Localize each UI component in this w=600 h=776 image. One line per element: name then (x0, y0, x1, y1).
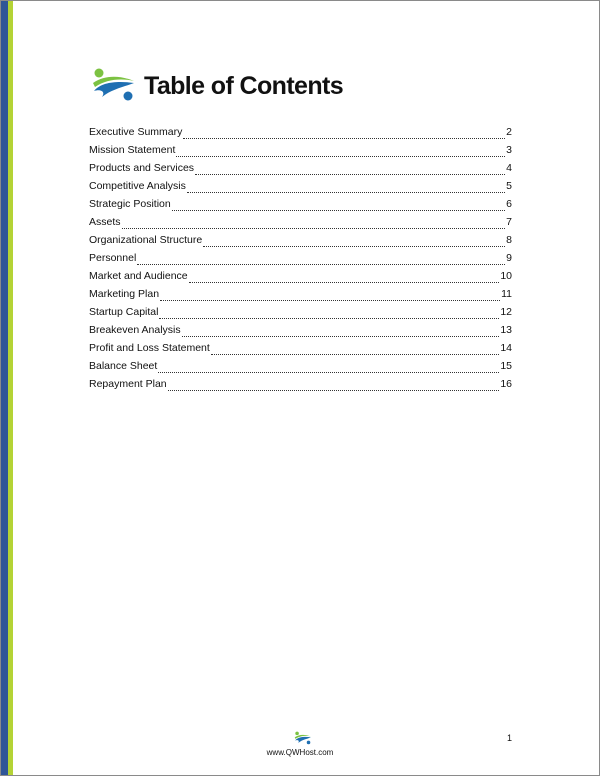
toc-entry-label: Startup Capital (89, 306, 159, 318)
toc-entry[interactable] (89, 306, 512, 324)
toc-entry-label: Balance Sheet (89, 360, 158, 372)
qwhost-logo-icon (90, 67, 138, 105)
toc-entry[interactable] (89, 360, 512, 378)
toc-entry[interactable] (89, 144, 512, 162)
page-title: Table of Contents (144, 71, 344, 100)
toc-entry[interactable] (89, 342, 512, 360)
toc-entry-label: Repayment Plan (89, 378, 167, 390)
toc-dot-leader (189, 281, 500, 283)
toc-entry-label: Market and Audience (89, 270, 188, 282)
toc-entry-label: Executive Summary (89, 126, 183, 138)
toc-entry-label: Products and Services (89, 162, 195, 174)
toc-entry-label: Profit and Loss Statement (89, 342, 210, 354)
left-stripe-green (8, 1, 13, 775)
toc-entry-label: Personnel (89, 252, 137, 264)
toc-entry-page: 14 (500, 342, 512, 354)
toc-entry-label: Breakeven Analysis (89, 324, 181, 336)
toc-entry-label: Marketing Plan (89, 288, 160, 300)
toc-dot-leader (159, 317, 499, 319)
toc-entry-page: 2 (506, 126, 512, 138)
toc-dot-leader (158, 371, 499, 373)
toc-entry-page: 16 (500, 378, 512, 390)
toc-dot-leader (172, 209, 505, 211)
footer-url[interactable]: www.QWHost.com (266, 748, 334, 757)
toc-dot-leader (195, 173, 505, 175)
toc-entry-page: 6 (506, 198, 512, 210)
toc-entry-page: 8 (506, 234, 512, 246)
toc-dot-leader (211, 353, 499, 355)
toc-entry-page: 12 (500, 306, 512, 318)
toc-entry-page: 10 (500, 270, 512, 282)
toc-dot-leader (176, 155, 505, 157)
toc-entry[interactable] (89, 126, 512, 144)
toc-entry[interactable] (89, 162, 512, 180)
toc-entry-page: 3 (506, 144, 512, 156)
toc-dot-leader (183, 137, 505, 139)
page-header (90, 66, 343, 106)
toc-entry[interactable] (89, 198, 512, 216)
toc-dot-leader (182, 335, 500, 337)
toc-dot-leader (122, 227, 506, 229)
toc-entry[interactable] (89, 288, 512, 306)
toc-entry[interactable] (89, 252, 512, 270)
table-of-contents (89, 126, 512, 396)
toc-entry-page: 9 (506, 252, 512, 264)
toc-entry[interactable] (89, 378, 512, 396)
toc-dot-leader (137, 263, 505, 265)
toc-entry-page: 15 (500, 360, 512, 372)
page-number: 1 (507, 733, 513, 743)
toc-entry[interactable] (89, 234, 512, 252)
toc-entry[interactable] (89, 180, 512, 198)
toc-entry-page: 4 (506, 162, 512, 174)
toc-entry-page: 13 (500, 324, 512, 336)
toc-entry-label: Assets (89, 216, 121, 228)
toc-entry-label: Strategic Position (89, 198, 171, 210)
toc-dot-leader (187, 191, 505, 193)
toc-entry-label: Competitive Analysis (89, 180, 186, 192)
toc-entry[interactable] (89, 324, 512, 342)
toc-dot-leader (160, 299, 500, 301)
toc-entry[interactable] (89, 216, 512, 234)
toc-entry[interactable] (89, 270, 512, 288)
toc-entry-label: Organizational Structure (89, 234, 203, 246)
toc-entry-page: 7 (506, 216, 512, 228)
toc-dot-leader (168, 389, 500, 391)
left-stripe-blue (1, 1, 8, 775)
toc-entry-page: 5 (506, 180, 512, 192)
toc-dot-leader (203, 245, 505, 247)
footer-logo-icon (293, 731, 313, 746)
toc-entry-label: Mission Statement (89, 144, 176, 156)
toc-entry-page: 11 (501, 288, 512, 300)
